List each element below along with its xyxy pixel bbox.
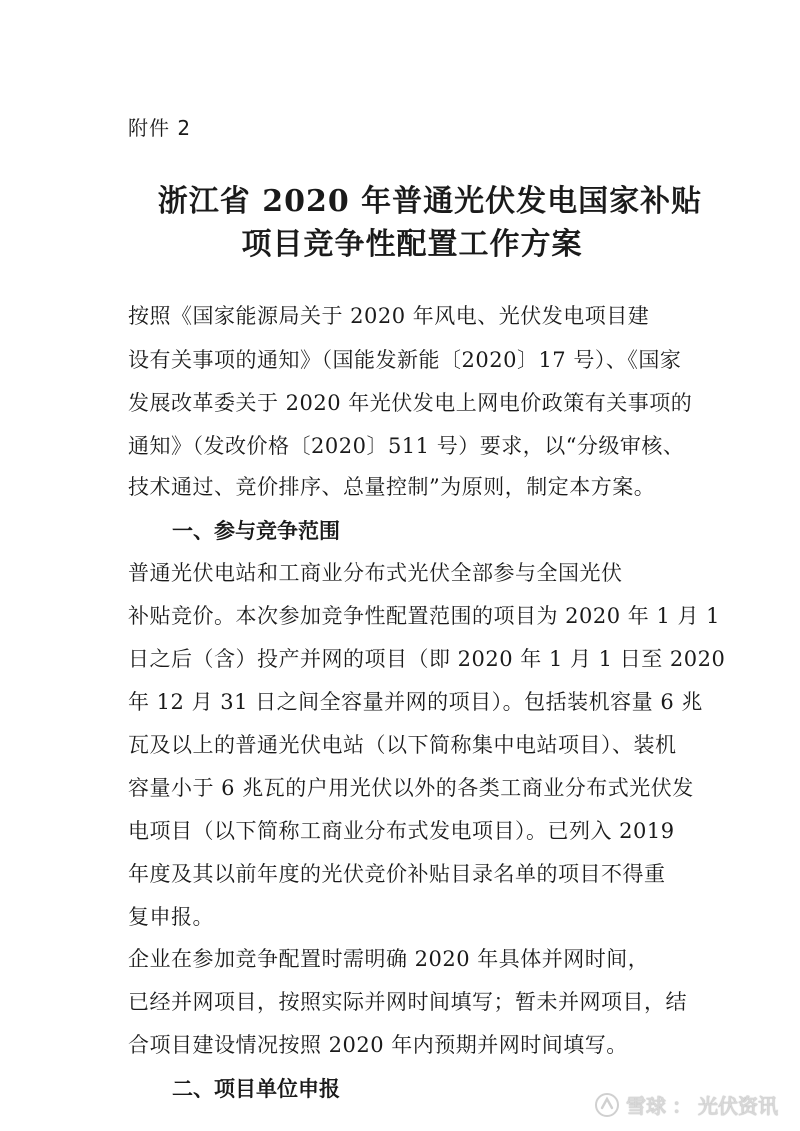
paragraph-1-line-3: 发展改革委关于 2020 年光伏发电上网电价政策有关事项的 [128,391,693,415]
paragraph-2-line-2: 补贴竞价。本次参加竞争性配置范围的项目为 2020 年 1 月 1 [128,604,721,628]
document-title-line-1: 浙江省 2020 年普通光伏发电国家补贴 [157,184,703,219]
paragraph-2-line-6: 容量小于 6 兆瓦的户用光伏以外的各类工商业分布式光伏发 [128,776,694,800]
attachment-label: 附件 2 [128,116,192,140]
paragraph-3-line-1: 企业在参加竞争配置时需明确 2020 年具体并网时间， [128,947,650,971]
paragraph-1-line-4: 通知》（发改价格〔2020〕511 号）要求，以“分级审核、 [128,434,685,458]
paragraph-2-line-4: 年 12 月 31 日之间全容量并网的项目）。包括装机容量 6 兆 [128,690,703,714]
paragraph-3-line-3: 合项目建设情况按照 2020 年内预期并网时间填写。 [128,1033,628,1057]
document-title-line-2: 项目竞争性配置工作方案 [241,227,583,262]
watermark-separator: ： [672,1094,692,1118]
paragraph-2-line-1: 普通光伏电站和工商业分布式光伏全部参与全国光伏 [128,561,623,585]
paragraph-2-line-8: 年度及其以前年度的光伏竞价补贴目录名单的项目不得重 [128,862,666,886]
watermark-brand: 雪球 [626,1094,666,1118]
paragraph-2-line-5: 瓦及以上的普通光伏电站（以下简称集中电站项目）、装机 [128,733,677,757]
watermark [594,1090,778,1119]
paragraph-1-line-2: 设有关事项的通知》（国能发新能〔2020〕17 号）、《国家 [128,348,682,372]
snowball-logo-icon [594,1092,620,1118]
paragraph-1-line-5: 技术通过、竞价排序、总量控制”为原则，制定本方案。 [128,475,656,499]
watermark-account: 光伏资讯 [698,1094,778,1118]
paragraph-2-line-7: 电项目（以下简称工商业分布式发电项目）。已列入 2019 [128,819,675,843]
paragraph-2-line-9: 复申报。 [128,905,214,929]
paragraph-3-line-2: 已经并网项目，按照实际并网时间填写；暂未并网项目，结 [128,990,687,1014]
section-heading-2: 二、项目单位申报 [172,1077,340,1101]
section-heading-1: 一、参与竞争范围 [172,519,340,543]
paragraph-1-line-1: 按照《国家能源局关于 2020 年风电、光伏发电项目建 [128,304,650,328]
paragraph-2-line-3: 日之后（含）投产并网的项目（即 2020 年 1 月 1 日至 2020 [128,647,726,671]
